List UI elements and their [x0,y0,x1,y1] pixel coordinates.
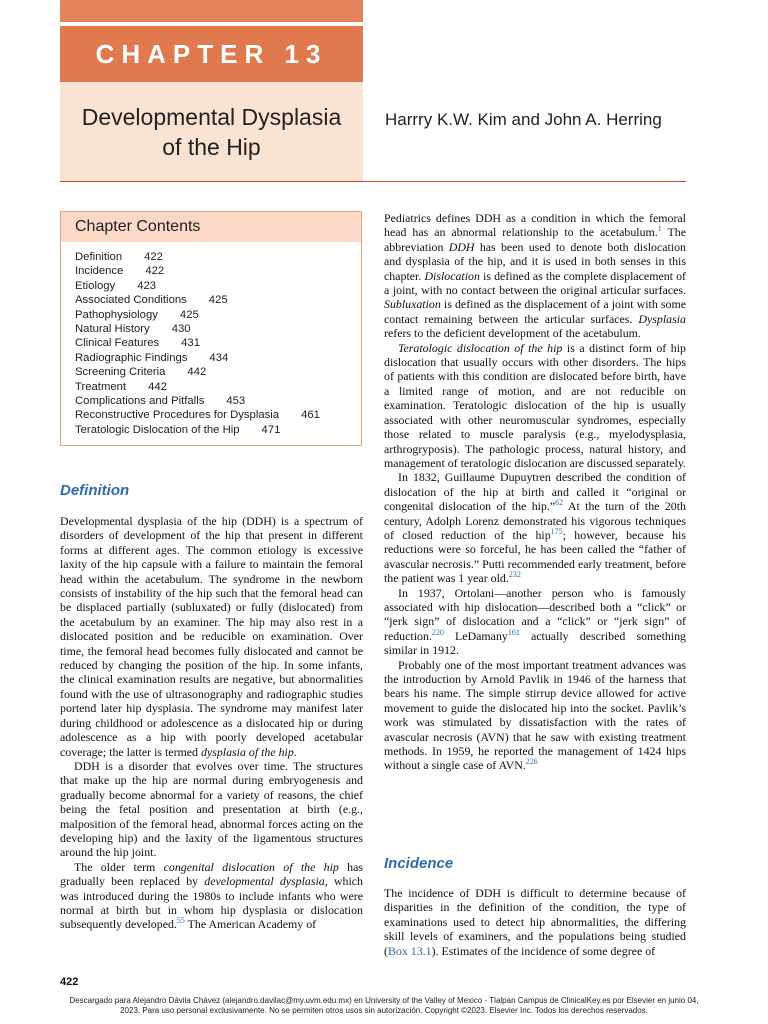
citation-link[interactable]: 226 [525,757,538,767]
incidence-heading: Incidence [384,855,454,872]
paragraph: Probably one of the most important treatment advances was the introduction by Arnold Pavlik in 1946 of the harness that bears his name. The simple stirrup device allowed for active movement to guide the dislocated hip into the socket. Pavlik’s work was stimulated by dissatisfaction with the rates of avascular necrosis (AVN) that he saw with existing treatment methods. In 1959, he reported the management of 1424 hips without a single case of AVN.$^{226}$ [384,657,686,773]
citation-link[interactable]: 220 [431,627,444,637]
contents-item-page: 425 [179,308,199,321]
paragraph: In 1937, Ortolani—another person who is famously associated with hip dislocation—described both a “click” or “jerk sign” of dislocation and a “click” or “jerk sign” of reduction.$^{220}$ LeDamany$^{161}$ actually described something similar in 1912. [384,585,687,658]
contents-item-page: 430 [171,323,191,336]
download-footer: Descargado para Alejandro Dávila Chávez (alejandro.davilac@my.uvm.edu.mx) en University of the Valley of Mexico - Tlalpan Campus de ClinicalKey.es por Elsevier en junio 04, 2023. Para uso personal exclusivamente. No se permiten otros usos sin autorización. Copyright ©2023. Elsevier Inc. Todos los derechos reservados. [69,996,699,1015]
contents-item-label: Etiology [75,279,116,292]
contents-item-page: 471 [261,423,281,436]
paragraph: Teratologic dislocation of the hip is a distinct form of hip dislocation that usually occurs with other disorders. The hips of patients with this condition are dislocated before birth, have a limited range of motion, and are not reducible on examination. Teratologic dislocation of the hip is usually associated with other neuromuscular syndromes, especially those related to muscle paralysis (e.g., myelodysplasia, arthrogryposis). The pathologic process, natural history, and management of teratologic dislocation are discussed separately. [384,340,686,470]
contents-item-label: Treatment [75,380,127,393]
paragraph: Pediatrics defines DDH as a condition in which the femoral head has an abnormal relationship to the acetabulum.$^1$ The abbreviation DDH has been used to denote both dislocation and dysplasia of the hip, and it is used in both senses in this chapter. Dislocation is defined as the complete displacement of a joint, with no contact between the original articular surfaces. Subluxation is defined as the displacement of a joint with some contact remaining between the articular surfaces. Dysplasia refers to the deficient development of the acetabulum. [384,211,687,341]
contents-item-page: 431 [181,337,200,350]
contents-item[interactable] [75,365,361,379]
contents-item-label: Associated Conditions [75,294,187,307]
header-decor-bar [60,0,363,22]
contents-item-page: 425 [208,294,228,307]
contents-item-label: Complications and Pitfalls [75,395,205,408]
contents-item[interactable] [75,380,361,394]
contents-heading: Chapter Contents [61,212,361,242]
contents-item[interactable] [75,293,361,307]
box-link[interactable]: Box 13.1 [387,943,432,958]
contents-item-label: Natural History [75,323,150,336]
contents-item-page: 461 [301,409,320,422]
paragraph: In 1832, Guillaume Dupuytren described the condition of dislocation of the hip at birth and called it “original or congenital dislocation of the hip.”$^{62}$ At the turn of the 20th century, Adolph Lorenz demonstrated his vigorous techniques of closed reduction of the hip$^{175}$; however, because his reductions were so forceful, he has been called the “father of avascular necrosis.” Putti recommended early treatment, before the patient was 1 year old.$^{232}$ [384,470,686,586]
contents-item-label: Reconstructive Procedures for Dysplasia [75,409,280,422]
right-column-bottom [384,886,686,958]
contents-item[interactable] [75,308,361,322]
contents-item-label: Pathophysiology [75,308,158,321]
header-rule [60,181,686,182]
page-number: 422 [60,976,79,988]
title-box [60,82,363,182]
contents-item[interactable] [75,423,361,437]
contents-list [75,250,361,437]
contents-item-label: Radiographic Findings [75,351,188,364]
contents-item-label: Teratologic Dislocation of the Hip [75,423,240,436]
chapter-title: Developmental Dysplasia of the Hip [81,104,342,160]
authors: Harrry K.W. Kim and John A. Herring [385,110,662,129]
paragraph: The older term congenital dislocation of the hip has gradually been replaced by developmental dysplasia, which was introduced during the 1980s to include infants who were normal at birth but in whom hip dysplasia or dislocation subsequently developed.$^{55}$ The American Academy of [60,859,363,932]
contents-item[interactable] [75,351,361,365]
citation-link[interactable]: 55 [176,916,185,926]
chapter-contents-box [60,211,362,446]
contents-item[interactable] [75,250,361,264]
contents-item-label: Definition [75,251,123,263]
contents-item-page: 453 [226,395,246,408]
citation-link[interactable]: 232 [508,570,521,580]
contents-item-label: Clinical Features [75,337,160,350]
citation-link[interactable]: 175 [550,526,563,536]
paragraph: The incidence of DDH is difficult to determine because of disparities in the definition of the condition, the type of examinations used to detect hip abnormalities, the differing skill levels of examiners, and the populations being studied (Box 13.1). Estimates of the incidence of some degree of [384,886,686,958]
definition-heading: Definition [60,482,130,499]
chapter-label-band [60,26,363,82]
paragraph: DDH is a disorder that evolves over time. The structures that make up the hip are normal during embryogenesis and gradually become abnormal for a variety of reasons, the chief being the fetal position and presentation at birth (e.g., malposition of the femoral head, abnormal forces acting on the developing hip) and the laxity of the ligamentous structures around the hip joint. [60,758,363,860]
contents-item-page: 442 [148,380,167,393]
left-column [60,514,363,932]
citation-link[interactable]: 1 [657,224,662,234]
citation-link[interactable]: 161 [507,627,520,637]
right-column-top [384,211,686,773]
contents-item-page: 422 [144,251,163,263]
contents-item[interactable] [75,394,361,408]
contents-item[interactable] [75,264,361,278]
contents-item[interactable] [75,336,361,350]
chapter-label: CHAPTER 13 [95,38,328,69]
contents-item-page: 442 [187,366,207,379]
contents-item[interactable] [75,279,361,293]
contents-item[interactable] [75,408,361,422]
citation-link[interactable]: 62 [555,498,564,508]
contents-item-page: 423 [137,279,157,292]
contents-item-label: Screening Criteria [75,366,166,379]
contents-item-label: Incidence [75,265,124,278]
paragraph: Developmental dysplasia of the hip (DDH) is a spectrum of disorders of development of the hip that present in different forms at different ages. The common etiology is excessive laxity of the hip capsule with a failure to maintain the femoral head within the acetabulum. The syndrome in the newborn consists of instability of the hip such that the femoral head can be displaced partially (subluxated) or fully (dislocated) from the acetabulum by an examiner. The hip may also rest in a dislocated position and be reducible on examination. Over time, the femoral head becomes fully dislocated and cannot be reduced by changing the position of the hip. In some infants, the clinical examination results are negative, but abnormalities found with the use of ultrasonography and radiographic studies portend later hip dysplasia. The syndrome may manifest later during childhood or adolescence as a dislocated hip or during adolescence as a hip with poorly developed acetabular coverage; the latter is termed dysplasia of the hip. [60,514,363,759]
contents-item-page: 434 [209,351,229,364]
contents-item[interactable] [75,322,361,336]
contents-item-page: 422 [145,265,165,278]
